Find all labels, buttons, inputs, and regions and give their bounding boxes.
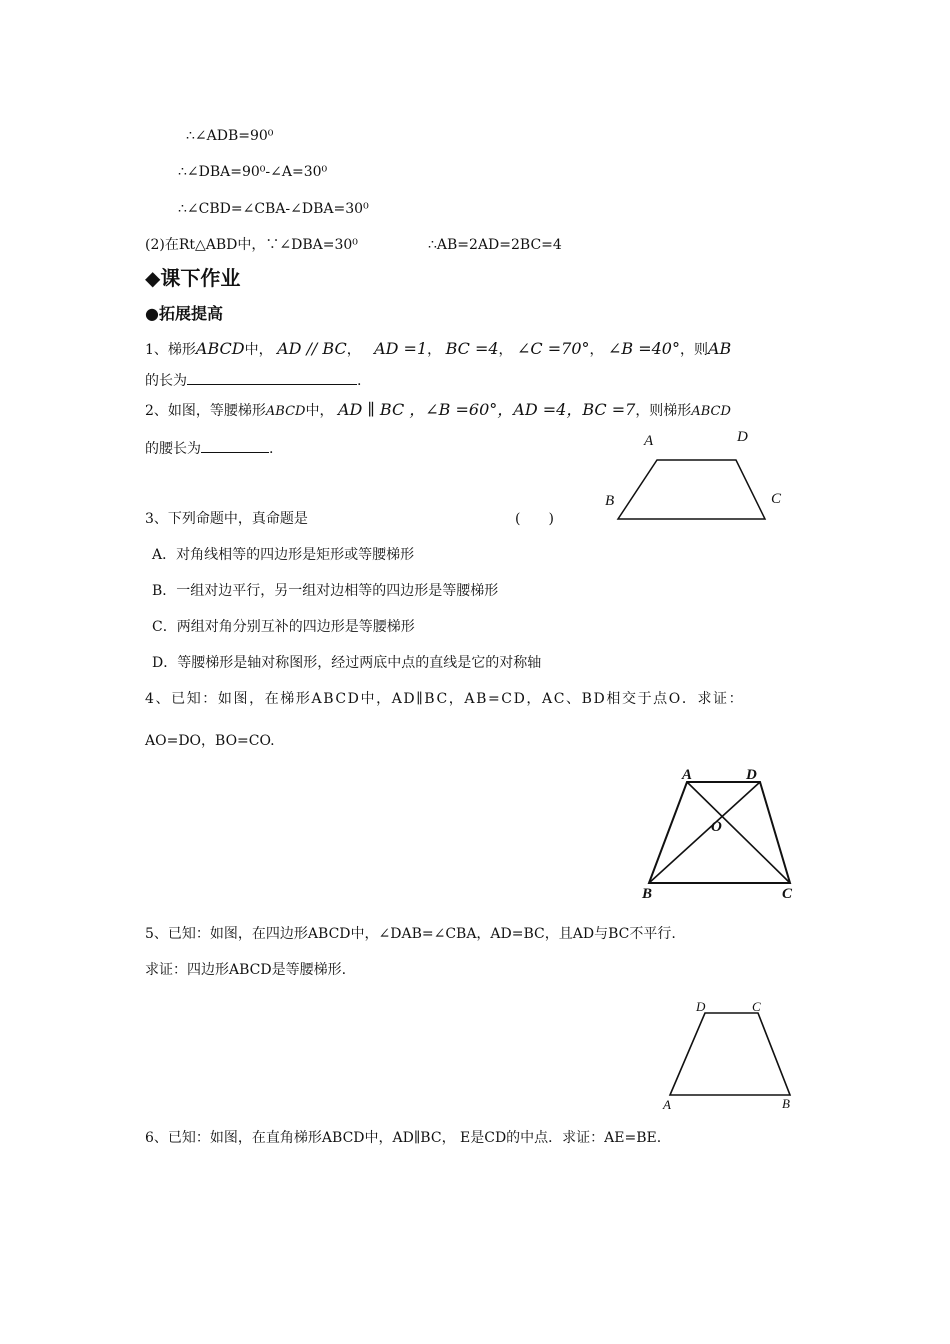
q5-trapezoid-figure — [655, 995, 805, 1115]
q5-label-b: B — [782, 1096, 790, 1111]
q1-answer-blank[interactable] — [187, 370, 357, 385]
question-1-line-1: 1、梯形ABCD中， AD // BC， AD =1， BC =4， ∠C =70°， ∠B =40°，则AB — [145, 339, 732, 358]
q2-label-c: C — [771, 491, 782, 507]
q2-text: ，则梯形 — [635, 403, 692, 419]
question-6-line-1: 6、已知：如图，在直角梯形ABCD中，AD∥BC， E是CD的中点．求证：AE=BE. — [145, 1130, 662, 1146]
proof-line-5: ∴AB=2AD=2BC=4 — [428, 237, 562, 253]
q1-text: 1、梯形 — [145, 342, 196, 358]
q5-trapezoid — [670, 1013, 790, 1095]
q5-label-a: A — [663, 1097, 671, 1112]
proof-line-1: ∴∠ADB=90⁰ — [186, 128, 274, 144]
q4-trapezoid-figure — [640, 765, 800, 905]
question-1-line-2 — [145, 370, 361, 391]
q4-label-d: D — [746, 767, 757, 783]
q2-abcd-2: ABCD — [691, 404, 731, 419]
q3-option-c: C．两组对角分别互补的四边形是等腰梯形 — [152, 619, 415, 635]
question-4-line-1: 4、已知：如图，在梯形ABCD中，AD∥BC，AB=CD，AC、BD相交于点O．求证： — [145, 691, 745, 707]
q3-option-d: D．等腰梯形是轴对称图形，经过两底中点的直线是它的对称轴 — [152, 655, 542, 671]
q2-conditions: AD ∥ BC ，∠B =60°，AD =4，BC =7 — [337, 400, 636, 419]
question-3-answer-paren[interactable]: ( ) — [515, 511, 554, 527]
q1-angle-b: ∠B =40° — [607, 339, 680, 358]
question-5-line-2: 求证：四边形ABCD是等腰梯形. — [145, 962, 347, 978]
proof-line-3: ∴∠CBD=∠CBA-∠DBA=30⁰ — [178, 201, 369, 217]
question-5-line-1: 5、已知：如图，在四边形ABCD中，∠DAB=∠CBA，AD=BC，且AD与BC不平行. — [145, 926, 676, 942]
q1-parallel: AD // BC — [277, 339, 347, 358]
question-2-line-2 — [145, 438, 273, 459]
q2-text: 的腰长为 — [145, 441, 201, 457]
q2-text: 2、如图，等腰梯形 — [145, 403, 266, 419]
q4-label-b: B — [642, 886, 653, 902]
q3-option-a: A．对角线相等的四边形是矩形或等腰梯形 — [152, 547, 415, 563]
q1-bc: BC =4 — [445, 339, 499, 358]
q4-label-c: C — [782, 886, 793, 902]
q2-label-a: A — [644, 433, 654, 449]
q1-text: 的长为 — [145, 373, 187, 389]
proof-line-4: (2)在Rt△ABD中，∵∠DBA=30⁰ — [145, 237, 358, 253]
q2-label-d: D — [737, 429, 748, 445]
question-3-stem: 3、下列命题中，真命题是 — [145, 511, 308, 527]
q4-diagonal-bd — [649, 782, 760, 883]
subsection-title: ●拓展提高 — [145, 304, 223, 323]
q2-trapezoid-figure — [600, 425, 790, 525]
q2-abcd: ABCD — [265, 404, 306, 419]
q1-ad: AD =1 — [374, 339, 428, 358]
q5-label-d: D — [696, 999, 706, 1014]
q1-text: ，则 — [679, 342, 708, 358]
question-2-line-1 — [145, 400, 731, 422]
q1-comma: ， — [346, 342, 361, 358]
q2-text: 中， — [305, 403, 334, 419]
proof-line-2: ∴∠DBA=90⁰-∠A=30⁰ — [178, 164, 328, 180]
q1-ab: AB — [707, 339, 732, 358]
question-4-line-2: AO=DO，BO=CO. — [145, 733, 275, 749]
q5-label-c: C — [752, 999, 761, 1014]
q4-label-a: A — [682, 767, 693, 783]
q1-angle-c: ∠C =70° — [517, 339, 590, 358]
q1-end: . — [357, 373, 362, 389]
q4-label-o: O — [711, 819, 722, 835]
q2-label-b: B — [605, 493, 615, 509]
q2-end: . — [269, 441, 274, 457]
section-title: ◆课下作业 — [145, 266, 241, 290]
q2-answer-blank[interactable] — [201, 438, 269, 453]
q1-text: 中， — [244, 342, 273, 358]
q3-option-b: B．一组对边平行，另一组对边相等的四边形是等腰梯形 — [152, 583, 499, 599]
q2-trapezoid — [618, 460, 765, 519]
q1-abcd: ABCD — [195, 339, 245, 358]
